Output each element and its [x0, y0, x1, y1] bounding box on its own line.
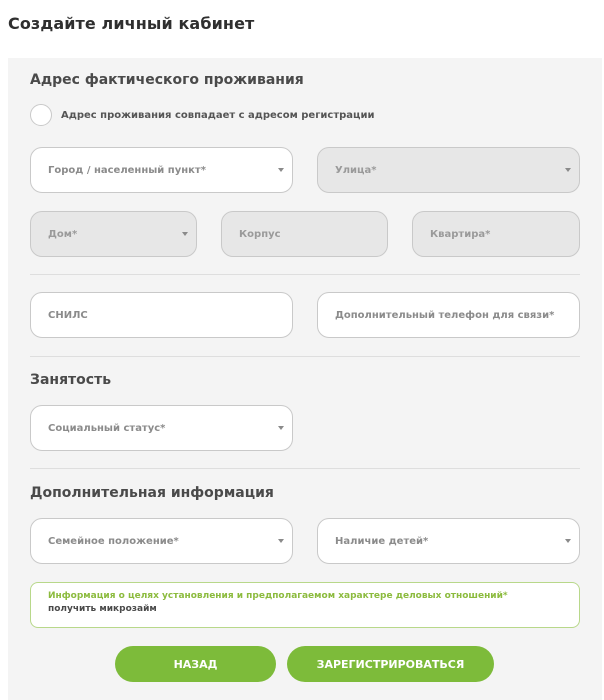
address-section-title: Адрес фактического проживания: [30, 72, 304, 88]
divider: [30, 468, 580, 469]
employment-section-title: Занятость: [30, 372, 112, 388]
purpose-label: Информация о целях установления и предполагаемом характере деловых отношений*: [48, 591, 508, 601]
marital-status-placeholder: Семейное положение*: [48, 535, 179, 547]
building-placeholder: Корпус: [239, 228, 281, 240]
street-placeholder: Улица*: [335, 164, 377, 176]
chevron-down-icon: [182, 232, 188, 236]
same-address-option[interactable]: [30, 104, 374, 126]
page-title: Создайте личный кабинет: [8, 14, 255, 33]
marital-status-select[interactable]: [30, 518, 293, 564]
snils-input[interactable]: [30, 292, 293, 338]
house-select[interactable]: [30, 211, 197, 257]
city-select[interactable]: [30, 147, 293, 193]
chevron-down-icon: [278, 168, 284, 172]
apartment-placeholder: Квартира*: [430, 228, 491, 240]
children-placeholder: Наличие детей*: [335, 535, 429, 547]
chevron-down-icon: [565, 539, 571, 543]
divider: [30, 274, 580, 275]
divider: [30, 356, 580, 357]
social-status-select[interactable]: [30, 405, 293, 451]
street-select[interactable]: [317, 147, 580, 193]
additional-section-title: Дополнительная информация: [30, 485, 274, 501]
snils-placeholder: СНИЛС: [48, 309, 88, 321]
chevron-down-icon: [565, 168, 571, 172]
same-address-radio[interactable]: [30, 104, 52, 126]
apartment-input[interactable]: [412, 211, 580, 257]
chevron-down-icon: [278, 426, 284, 430]
children-select[interactable]: [317, 518, 580, 564]
building-input[interactable]: [221, 211, 388, 257]
social-status-placeholder: Социальный статус*: [48, 422, 166, 434]
register-button[interactable]: ЗАРЕГИСТРИРОВАТЬСЯ: [287, 646, 494, 682]
purpose-value: получить микрозайм: [48, 604, 157, 614]
same-address-label: Адрес проживания совпадает с адресом регистрации: [61, 109, 375, 121]
purpose-field[interactable]: [30, 582, 580, 628]
extra-phone-placeholder: Дополнительный телефон для связи*: [335, 309, 555, 321]
house-placeholder: Дом*: [48, 228, 78, 240]
extra-phone-input[interactable]: [317, 292, 580, 338]
city-placeholder: Город / населенный пункт*: [48, 164, 206, 176]
chevron-down-icon: [278, 539, 284, 543]
back-button[interactable]: НАЗАД: [115, 646, 276, 682]
